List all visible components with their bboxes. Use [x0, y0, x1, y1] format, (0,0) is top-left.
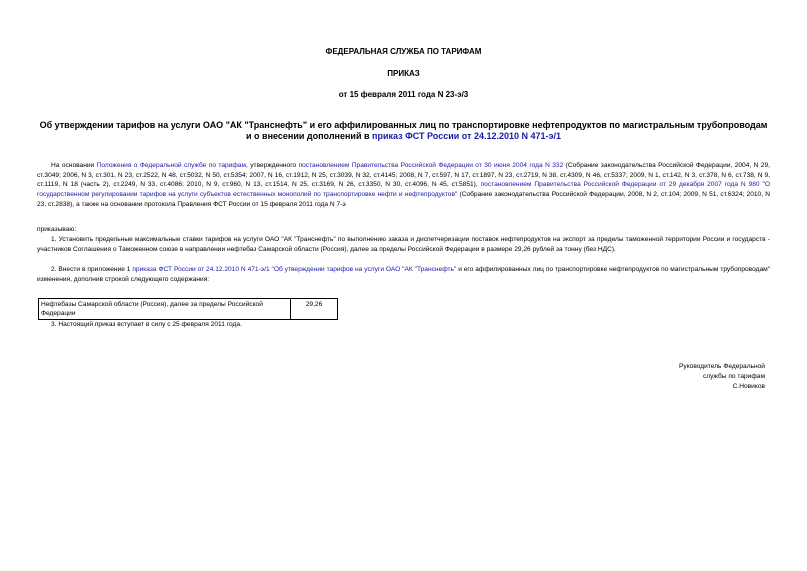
link-regulation-fst[interactable]: Положения о Федеральной службе по тарифам: [96, 162, 246, 169]
order-item-3: 3. Настоящий приказ вступает в силу с 25 февраля 2011 года.: [51, 321, 242, 328]
link-government-resolution-332[interactable]: постановлением Правительства Российской Федерации от 30 июня 2004 года N 332: [298, 162, 564, 169]
signature-block: [679, 362, 765, 392]
table-cell-rate: 29,26: [291, 299, 338, 320]
preamble-text-3: (Собрание законодательства Российской Федерации, 2004, N 29, ст.3049; 2006, N 3, ст.301, N 23, ст.2522, N 48, ст.5032, N 50, ст.5354; 2007, N 16, ст.1912, N 25, ст.3039, N 32, ст.4145; 2008, N 7, ст.597, N 17, ст.1897, N 23, ст.2719, N 38, ст.4309, N 46, ст.5337; 2009, N 1, ст.142, N 3, ст.378, N 6, ст.738, N 9, ст.1119, N 18 (часть 2), ст.2249, N 33, ст.4086; 2010, N 9, ст.960, N 13, ст.1514, N 25, ст.3169, N 26, ст.3350, N 30, ст.4096, N 45, ст.5851),: [37, 162, 770, 189]
order-item-1: 1. Установить предельные максимальные ставки тарифов на услуги ОАО "АК "Транснефть" по выполнению заказа и диспетчеризации поставок нефтепродуктов на экспорт за пределы таможенной территории России и государств - участников Соглашения о Таможенном союзе в направлении нефтебаз Самарской области (Россия), далее за пределы Российской Федерации в размере 29,26 рублей за тонну (без НДС).: [37, 236, 770, 253]
item2-text-1: 2. Внести в приложение 1: [51, 266, 133, 273]
preamble-paragraph: [37, 161, 770, 210]
signature-name: С.Новиков: [732, 383, 765, 390]
title-link-order-471[interactable]: приказ ФСТ России от 24.12.2010 N 471-э/1: [372, 131, 561, 141]
link-government-resolution-980[interactable]: постановлением Правительства Российской Федерации от 29 декабря 2007 года N 980: [480, 181, 760, 189]
document-date-number: от 15 февраля 2011 года N 23-э/3: [338, 90, 469, 99]
tariff-table: [38, 298, 338, 320]
signature-line-1: Руководитель Федеральной: [679, 363, 765, 370]
item2-text-2: и его аффилированных лиц по транспортировке нефтепродуктов по магистральным трубопроводам" изменения, дополнив строкой следующего содержания:: [37, 266, 770, 283]
signature-line-2: службы по тарифам: [702, 373, 765, 380]
order-item-2: [37, 265, 770, 284]
link-tariff-regulation-title[interactable]: О государственном регулировании тарифов на услуги субъектов естественных монополий по транспортировке нефти и нефтепродуктов: [37, 181, 770, 199]
preamble-text-2: , утвержденного: [246, 162, 299, 169]
order-word: приказываю:: [37, 226, 77, 233]
agency-name: ФЕДЕРАЛЬНАЯ СЛУЖБА ПО ТАРИФАМ: [325, 47, 482, 56]
title-text: Об утверждении тарифов на услуги ОАО "АК "Транснефть" и его аффилированных лиц по транспортировке нефтепродуктов по магистральным трубопроводам и о внесении дополнений в: [39, 120, 768, 141]
preamble-text-5: " (Собрание законодательства Российской Федерации, 2008, N 2, ст.104; 2009, N 51, ст.6324; 2010, N 23, ст.2838), а также на основании протокола Правления ФСТ России от 15 февраля 2011 года N 7-э: [37, 191, 770, 208]
preamble-text-1: На основании: [51, 162, 97, 169]
document-type: ПРИКАЗ: [387, 69, 420, 78]
link-order-471-annex[interactable]: приказа ФСТ России от 24.12.2010 N 471-э/1 "Об утверждении тарифов на услуги ОАО "АК "Транснефть": [132, 266, 457, 273]
table-row: [39, 299, 338, 320]
document-title: [36, 120, 771, 142]
preamble-text-4: ": [759, 181, 765, 189]
table-cell-destination: Нефтебазы Самарской области (Россия), далее за пределы Российской Федерации: [39, 299, 291, 320]
